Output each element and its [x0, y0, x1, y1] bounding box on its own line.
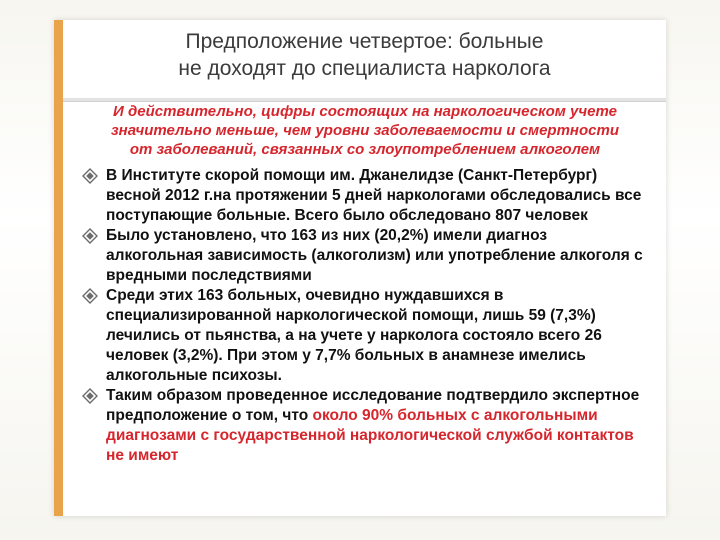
bullet-text-highlight: около 90% больных с алкогольными диагнозами с государственной наркологической службой контактов не имеют	[106, 407, 634, 464]
bullet-item	[82, 226, 648, 286]
slide	[54, 20, 666, 516]
slide-title	[63, 28, 666, 82]
accent-bar	[54, 20, 63, 516]
bullet-text: Среди этих 163 больных, очевидно нуждавшихся в специализированной наркологической помощи, лишь 59 (7,3%) лечились от пьянства, а на учете у нарколога состояло всего 26 человек (3,2%). При этом у 7,7% больных в анамнезе имелись алкогольные психозы.	[106, 287, 602, 384]
diamond-bullet-icon	[82, 168, 98, 184]
bullet-text: Было установлено, что 163 из них (20,2%) имели диагноз алкогольная зависимость (алкоголизм) или употребление алкоголя с вредными последствиями	[106, 227, 643, 284]
title-line-1: Предположение четвертое: больные	[185, 30, 544, 53]
intro-line-2: значительно меньше, чем уровни заболеваемости и смертности	[111, 122, 619, 139]
bullet-text-black: Таким образом проведенное исследование подтвердило экспертное предположение о том, что	[106, 387, 640, 424]
bullet-text: В Институте скорой помощи им. Джанелидзе (Санкт-Петербург) весной 2012 г.на протяжении 5 дней наркологами обследовались все поступающие больные. Всего было обследовано 807 человек	[106, 167, 642, 224]
intro-text	[78, 102, 652, 159]
intro-line-1: И действительно, цифры состоящих на наркологическом учете	[113, 103, 617, 120]
bullet-item	[82, 286, 648, 386]
intro-line-3: от заболеваний, связанных со злоупотреблением алкоголем	[129, 141, 601, 158]
diamond-bullet-icon	[82, 388, 98, 404]
bullet-list	[82, 166, 648, 466]
diamond-bullet-icon	[82, 288, 98, 304]
diamond-bullet-icon	[82, 228, 98, 244]
bullet-item	[82, 166, 648, 226]
title-line-2: не доходят до специалиста нарколога	[178, 57, 551, 80]
bullet-item	[82, 386, 648, 466]
